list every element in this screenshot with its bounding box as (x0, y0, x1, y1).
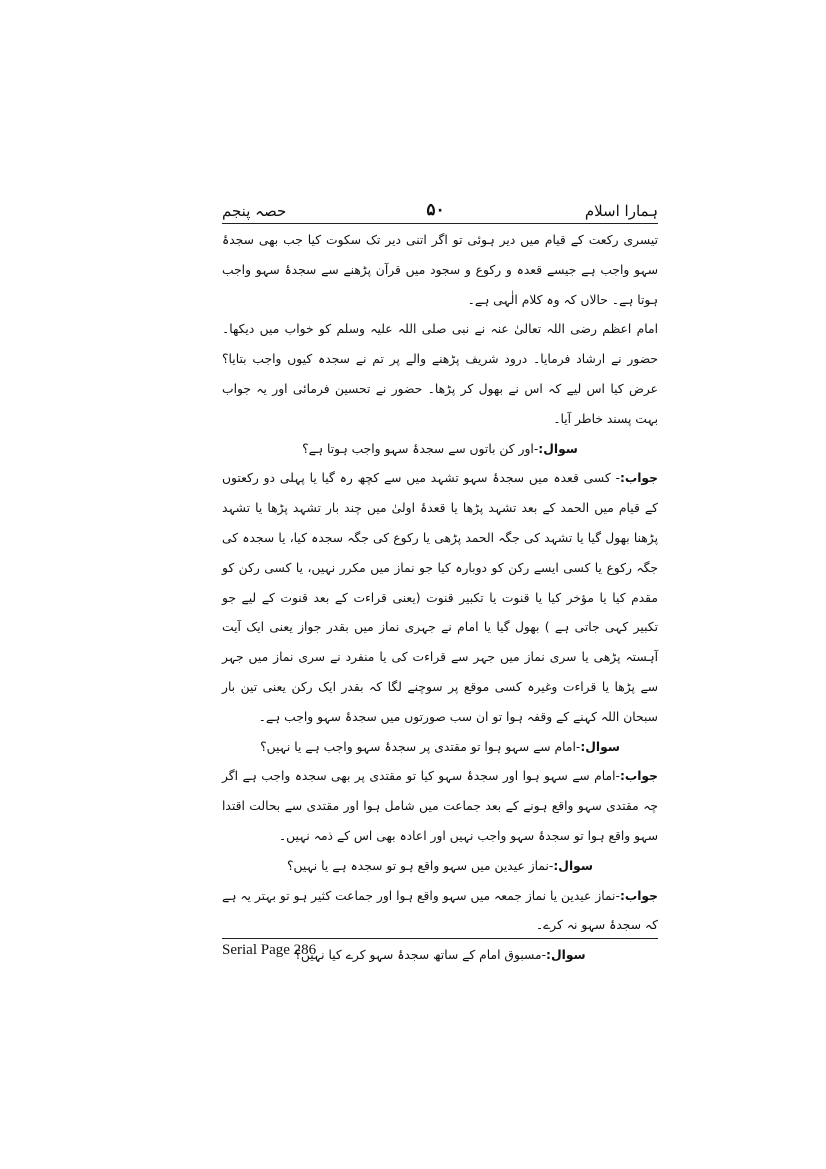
paragraph: تیسری رکعت کے قیام میں دیر ہوئی تو اگر اتنی دیر تک سکوت کیا جب بھی سجدۂ سہو واجب ہے جیسے قعدہ و رکوع و سجود میں قرآن پڑھنے سے سجدۂ سہو واجب ہوتا ہے۔ حالاں کہ وہ کلام الٰہی ہے۔ (222, 233, 658, 307)
question-label: سوال: (553, 858, 593, 873)
question-text: -نماز عیدین میں سہو واقع ہو تو سجدہ ہے یا نہیں؟ (287, 858, 554, 873)
page-number: ۵۰ (426, 200, 445, 220)
serial-page: Serial Page 286 (222, 942, 317, 958)
answer-text: - کسی قعدہ میں سجدۂ سہو تشہد میں سے کچھ رہ گیا یا پہلی دو رکعتوں کے قیام میں الحمد کے بعد تشہد پڑھا یا قعدۂ اولیٰ میں چند بار تشہد پڑھا یا تشہد پڑھنا بھول گیا یا تشہد کی جگہ الحمد پڑھی یا رکوع کی جگہ سجدہ کیا، یا سجدہ کی جگہ رکوع یا کسی ایسے رکن کو دوبارہ کیا جو نماز میں مکرر نہیں، یا کسی رکن کو مقدم کیا یا مؤخر کیا یا قنوت یا تکبیر قنوت (یعنی قراءت کے بعد قنوت کے لیے جو تکبیر کہی جاتی ہے ) بھول گیا یا امام نے جہری نماز میں بقدر جواز یعنی ایک آیت آہستہ پڑھی یا سری نماز میں جہر سے قراءت کی یا منفرد نے سری نماز میں جہر سے پڑھا یا قراءت وغیرہ کسی موقع پر سوچنے لگا کہ بقدر ایک رکن یعنی تین بار سبحان اللہ کہنے کے وقفہ ہوا تو ان سب صورتوں میں سجدۂ سہو واجب ہے۔ (222, 471, 658, 724)
answer-text: -نماز عیدین یا نماز جمعہ میں سہو واقع ہوا اور جماعت کثیر ہو تو بہتر یہ ہے کہ سجدۂ سہو نہ کرے۔ (222, 888, 658, 933)
page-header (222, 190, 658, 224)
question-text: -مسبوق امام کے ساتھ سجدۂ سہو کرے کیا نہیں؟ (294, 948, 547, 963)
page-footer (222, 938, 658, 968)
answer (222, 762, 658, 851)
question-text: -امام سے سہو ہوا تو مقتدی پر سجدۂ سہو واجب ہے یا نہیں؟ (260, 739, 581, 754)
question (222, 852, 658, 882)
paragraph: امام اعظم رضی اللہ تعالیٰ عنہ نے نبی صلی اللہ علیہ وسلم کو خواب میں دیکھا۔ حضور نے ارشاد فرمایا۔ درود شریف پڑھنے والے پر تم نے سجدہ کیوں واجب بتایا؟ عرض کیا اس لیے کہ اس نے بھول کر پڑھا۔ حضور نے تحسین فرمائی اور یہ جواب بہت پسند خاطر آیا۔ (222, 322, 658, 426)
question-label: سوال: (580, 739, 620, 754)
answer-label: جواب: (619, 769, 658, 784)
book-page (222, 190, 658, 975)
question-label: سوال: (546, 948, 586, 963)
part-label: حصہ پنجم (222, 202, 287, 220)
question (222, 733, 658, 763)
answer (222, 464, 658, 732)
question (222, 435, 658, 465)
question-label: سوال: (538, 441, 578, 456)
book-title: ہمارا اسلام (584, 202, 658, 220)
answer-label: جواب: (619, 471, 658, 486)
answer (222, 882, 658, 942)
answer-label: جواب: (619, 888, 658, 903)
question-text: -اور کن باتوں سے سجدۂ سہو واجب ہوتا ہے؟ (302, 441, 539, 456)
answer-text: -امام سے سہو ہوا اور سجدۂ سہو کیا تو مقتدی پر بھی سجدہ واجب ہے اگر چہ مقتدی سہو واقع ہونے کے بعد جماعت میں شامل ہوا اور مقتدی سے بحالت اقتدا سہو واقع ہوا تو سجدۂ سہو واجب نہیں اور اعادہ بھی اس کے ذمہ نہیں۔ (222, 769, 658, 843)
